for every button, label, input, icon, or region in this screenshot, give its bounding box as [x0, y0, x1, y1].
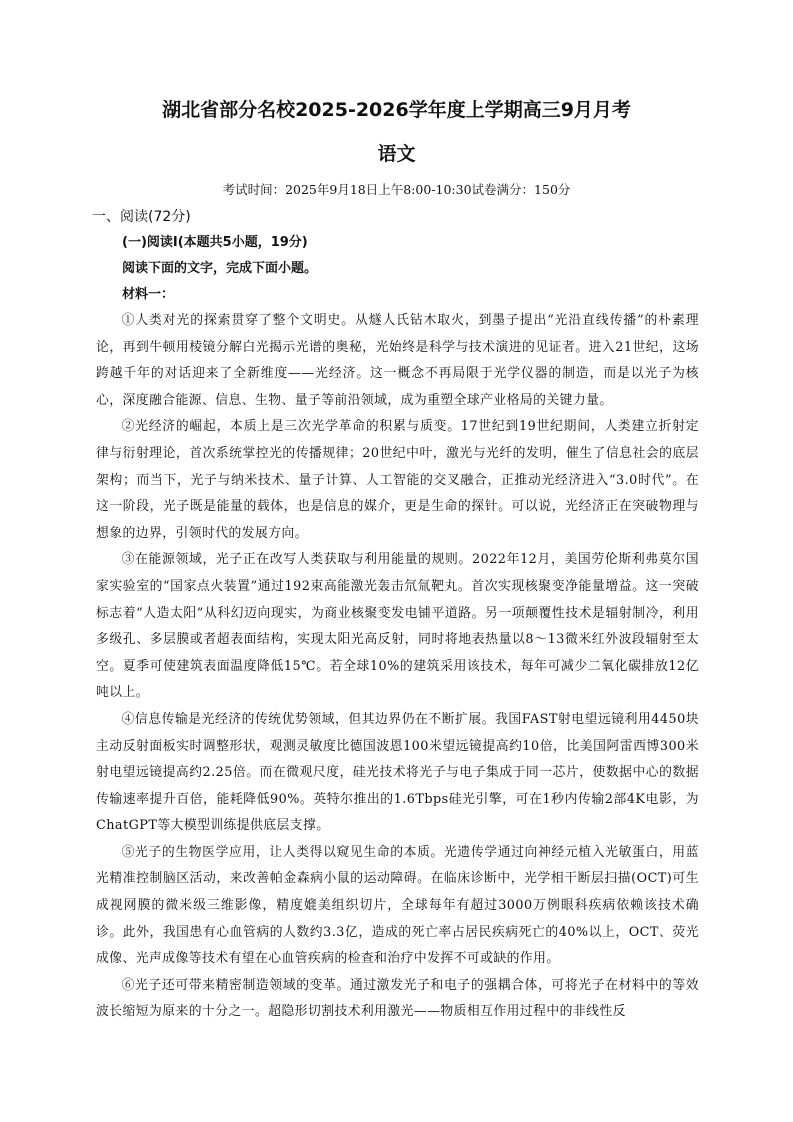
- subject-title: 语文: [377, 143, 416, 165]
- material-label: 材料一：: [122, 287, 175, 302]
- article-body: [96, 308, 699, 1026]
- exam-info: 考试时间：2025年9月18日上午8:00-10:30试卷满分：150分: [222, 182, 571, 197]
- section-heading: 一、阅读(72分): [92, 209, 191, 225]
- paragraph-3: ③在能源领域，光子正在改写人类获取与利用能量的规则。2022年12月，美国劳伦斯利弗莫尔国家实验室的“国家点火装置”通过192束高能激光轰击氘氚靶丸。首次实现核聚变净能量增益。这一突破标志着“人造太阳”从科幻迈向现实，为商业核聚变发电铺平道路。另一项颠覆性技术是辐射制冷，利用多级孔、多层膜或者超表面结构，实现太阳光高反射，同时将地表热量以8～13微米红外波段辐射至太空。夏季可使建筑表面温度降低15℃。若全球10%的建筑采用该技术，每年可减少二氧化碳排放12亿吨以上。: [96, 552, 699, 701]
- paragraph-1: ①人类对光的探索贯穿了整个文明史。从燧人氏钻木取火，到墨子提出“光沿直线传播”的朴素理论，再到牛顿用棱镜分解白光揭示光谱的奥秘，光始终是科学与技术演进的见证者。进入21世纪，这场跨越千年的对话迎来了全新维度——光经济。这一概念不再局限于光学仪器的制造，而是以光子为核心，深度融合能源、信息、生物、量子等前沿领域，成为重塑全球产业格局的关键力量。: [96, 313, 699, 408]
- reading-instruction: 阅读下面的文字，完成下面小题。: [122, 261, 318, 276]
- paragraph-4: ④信息传输是光经济的传统优势领域，但其边界仍在不断扩展。我国FAST射电望远镜利用4450块主动反射面板实时调整形状，观测灵敏度比德国波恩100米望远镜提高约10倍，比美国阿雷西博300米射电望远镜提高约2.25倍。而在微观尺度，硅光技术将光子与电子集成于同一芯片，使数据中心的数据传输速率提升百倍，能耗降低90%。英特尔推出的1.6Tbps硅光引擎，可在1秒内传输2部4K电影，为ChatGPT等大模型训练提供底层支撑。: [96, 711, 699, 834]
- paragraph-5: ⑤光子的生物医学应用，让人类得以窥见生命的本质。光遗传学通过向神经元植入光敏蛋白，用蓝光精准控制脑区活动，来改善帕金森病小鼠的运动障碍。在临床诊断中，光学相干断层扫描(OCT)可生成视网膜的微米级三维影像，精度媲美组织切片，全球每年有超过3000万例眼科疾病依赖该技术确诊。此外，我国患有心血管病的人数约3.3亿，造成的死亡率占居民疾病死亡的40%以上，OCT、荧光成像、光声成像等技术有望在心血管疾病的检查和治疗中发挥不可或缺的作用。: [96, 844, 699, 967]
- paragraph-6: ⑥光子还可带来精密制造领域的变革。通过激发光子和电子的强耦合体，可将光子在材料中的等效波长缩短为原来的十分之一。超隐形切割技术利用激光——物质相互作用过程中的非线性反: [96, 977, 699, 1020]
- paragraph-2: ②光经济的崛起，本质上是三次光学革命的积累与质变。17世纪到19世纪期间，人类建立折射定律与衍射理论，首次系统掌控光的传播规律；20世纪中叶，激光与光纤的发明，催生了信息社会的底层架构；而当下，光子与纳米技术、量子计算、人工智能的交叉融合，正推动光经济进入“3.0时代”。在这一阶段，光子既是能量的载体，也是信息的媒介，更是生命的探针。可以说，光经济正在突破物理与想象的边界，引领时代的发展方向。: [96, 419, 699, 541]
- exam-title: 湖北省部分名校2025-2026学年度上学期高三9月月考: [162, 99, 631, 121]
- sub-section-heading: (一)阅读Ⅰ(本题共5小题，19分): [122, 235, 308, 250]
